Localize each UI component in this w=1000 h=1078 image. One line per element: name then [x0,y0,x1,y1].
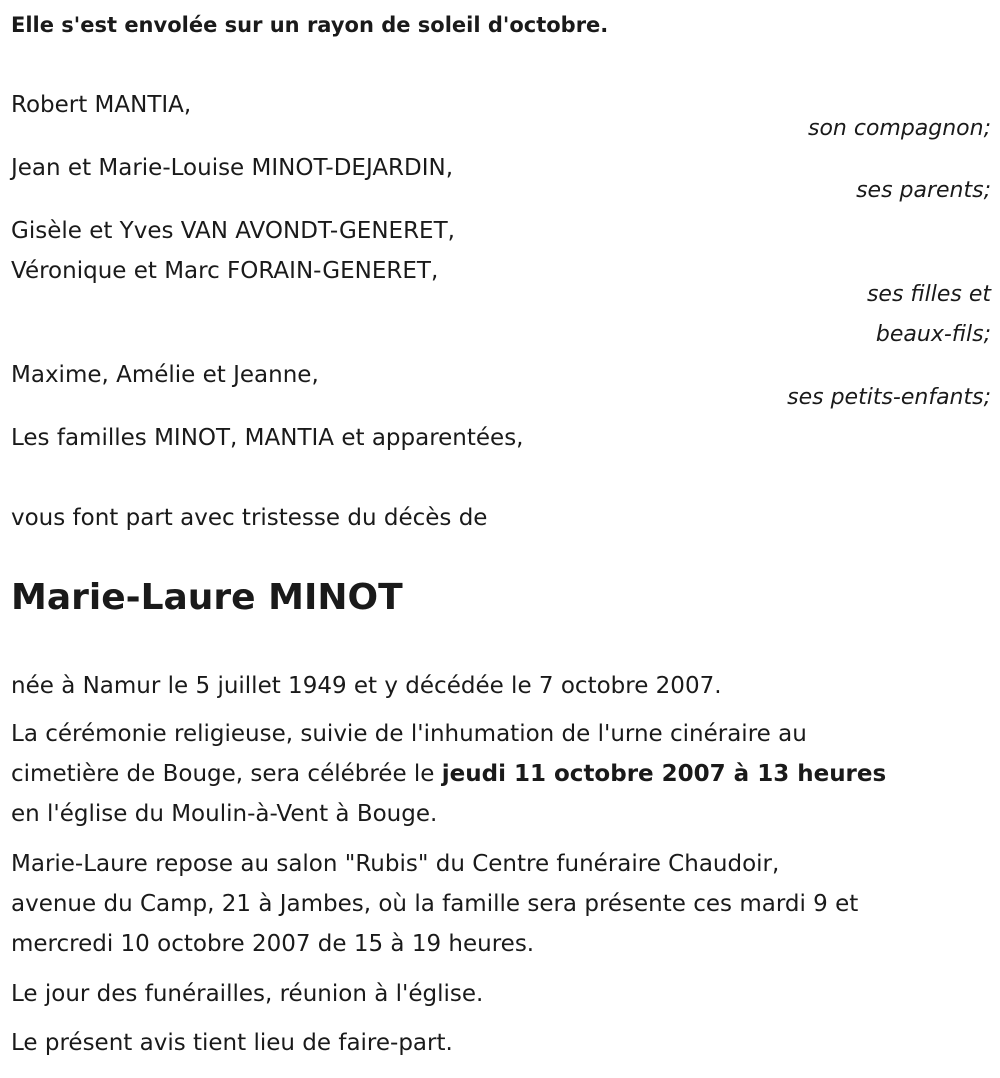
repose-line: Marie-Laure repose au salon "Rubis" du Centre funéraire Chaudoir, [11,851,780,877]
family-relation: ses parents; [856,178,991,203]
family-member-names: Gisèle et Yves VAN AVONDT-GENERET, [11,218,455,244]
closing-note: Le présent avis tient lieu de faire-part. [11,1030,453,1056]
repose-line: mercredi 10 octobre 2007 de 15 à 19 heures. [11,931,535,957]
family-member-names: Jean et Marie-Louise MINOT-DEJARDIN, [11,155,454,181]
family-member-names: Robert MANTIA, [11,92,192,118]
family-relation-continued: beaux-fils; [875,322,991,347]
ceremony-line: La cérémonie religieuse, suivie de l'inhumation de l'urne cinéraire au [11,721,807,747]
family-member-names: Les familles MINOT, MANTIA et apparentées, [11,425,524,451]
notice-heading: Elle s'est envolée sur un rayon de soleil d'octobre. [11,13,609,37]
family-relation: ses filles et [866,282,991,307]
family-relation: son compagnon; [807,116,991,141]
ceremony-date-time: jeudi 11 octobre 2007 à 13 heures [441,761,887,787]
repose-line: avenue du Camp, 21 à Jambes, où la famille sera présente ces mardi 9 et [11,891,859,917]
birth-death-info: née à Namur le 5 juillet 1949 et y décédée le 7 octobre 2007. [11,673,722,699]
ceremony-line [11,754,991,794]
announcement-text: vous font part avec tristesse du décès de [11,505,488,531]
ceremony-info [11,714,991,834]
family-relation: ses petits-enfants; [787,385,991,410]
repose-info [11,844,991,964]
family-member-names-secondary: Véronique et Marc FORAIN-GENERET, [11,258,439,284]
family-member-names: Maxime, Amélie et Jeanne, [11,362,319,388]
deceased-name: Marie-Laure MINOT [11,577,403,618]
reunion-info: Le jour des funérailles, réunion à l'église. [11,981,484,1007]
ceremony-line: en l'église du Moulin-à-Vent à Bouge. [11,801,438,827]
ceremony-text: cimetière de Bouge, sera célébrée le [11,761,442,787]
